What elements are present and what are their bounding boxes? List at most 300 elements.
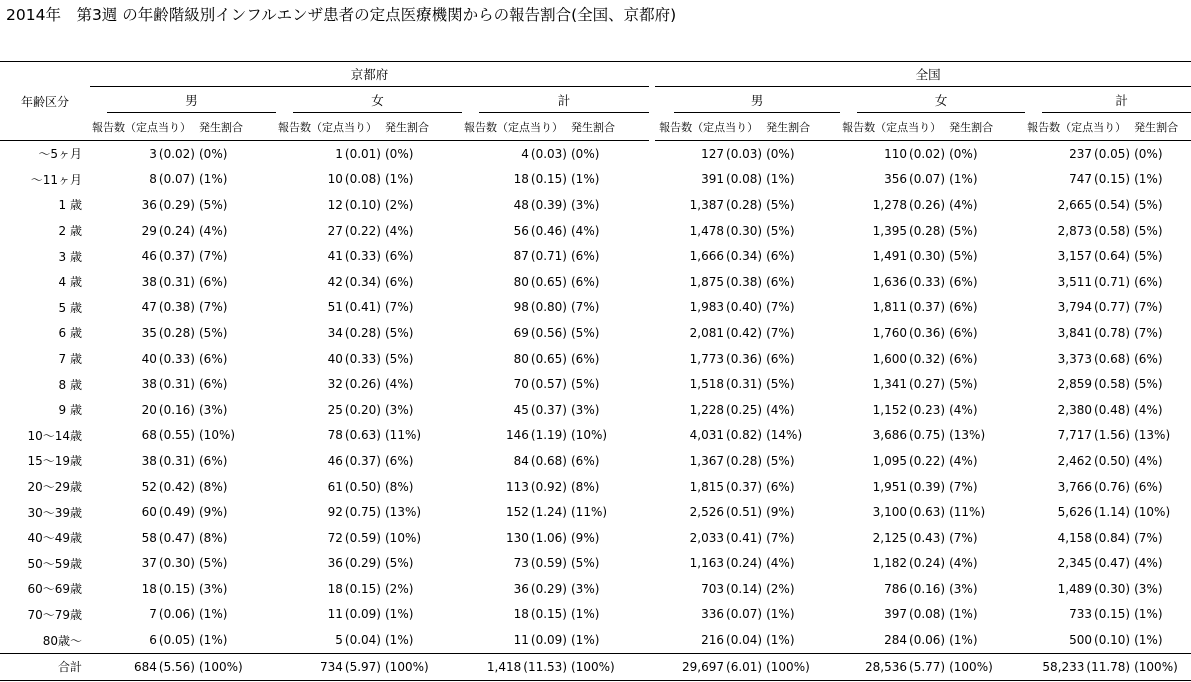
rate-cell: (5%) [949, 377, 978, 392]
per-site-value: (1.19) [530, 428, 567, 443]
count-cell: 69 (0.56) [513, 325, 567, 340]
count-cell: 46 (0.37) [141, 249, 195, 264]
per-site-value: (0.54) [1094, 197, 1131, 212]
count-header: 報告数（定点当り） [655, 113, 764, 141]
rate-cell: (4%) [199, 223, 228, 238]
rate-cell: (6%) [571, 351, 600, 366]
per-site-value: (11.53) [523, 659, 567, 674]
age-cell: 7 歳 [58, 352, 82, 367]
rate-cell: (4%) [1134, 402, 1163, 417]
count-cell: 45 (0.37) [513, 402, 567, 417]
rate-cell: (7%) [1134, 325, 1163, 340]
count-cell: 18 (0.15) [513, 172, 567, 187]
count-header: 報告数（定点当り） [840, 113, 947, 141]
per-site-value: (0.31) [158, 377, 195, 392]
age-cell: 50～59歳 [27, 556, 82, 571]
rate-cell: (1%) [199, 607, 228, 622]
per-site-value: (0.65) [530, 274, 567, 289]
rate-cell: (4%) [949, 453, 978, 468]
rate-cell: (4%) [949, 556, 978, 571]
rate-cell: (10%) [571, 428, 608, 443]
per-site-value: (0.09) [530, 633, 567, 648]
per-site-value: (0.34) [726, 249, 763, 264]
rate-header: 発生割合 [383, 113, 462, 141]
per-site-value: (0.08) [726, 172, 763, 187]
count-cell: 113 (0.92) [506, 479, 567, 494]
rate-cell: (2%) [766, 581, 795, 596]
per-site-value: (1.56) [1094, 428, 1131, 443]
count-cell: 3,766 (0.76) [1057, 479, 1131, 494]
per-site-value: (0.37) [726, 479, 763, 494]
rate-cell: (6%) [385, 274, 414, 289]
rate-cell: (11%) [385, 428, 422, 443]
rate-cell: (9%) [766, 505, 795, 520]
count-cell: 27 (0.22) [327, 223, 381, 238]
table-row [0, 397, 1191, 423]
per-site-value: (0.06) [158, 607, 195, 622]
per-site-value: (0.15) [1094, 607, 1131, 622]
per-site-value: (0.33) [909, 274, 946, 289]
count-cell: 47 (0.38) [141, 300, 195, 315]
age-header: 年齢区分 [0, 87, 90, 141]
age-cell: 20～29歳 [27, 480, 82, 495]
rate-cell: (5%) [766, 453, 795, 468]
per-site-value: (0.37) [344, 453, 381, 468]
per-site-value: (5.97) [344, 659, 381, 674]
per-site-value: (0.04) [726, 633, 763, 648]
per-site-value: (0.50) [344, 479, 381, 494]
rate-cell: (7%) [1134, 300, 1163, 315]
per-site-value: (0.92) [530, 479, 567, 494]
rate-cell: (6%) [766, 274, 795, 289]
per-site-value: (0.28) [909, 223, 946, 238]
age-cell: 30～39歳 [27, 505, 82, 520]
per-site-value: (0.41) [726, 530, 763, 545]
per-site-value: (0.24) [158, 223, 195, 238]
per-site-value: (0.15) [530, 172, 567, 187]
count-cell: 18 (0.15) [327, 581, 381, 596]
count-cell: 51 (0.41) [327, 300, 381, 315]
per-site-value: (0.78) [1094, 325, 1131, 340]
rate-cell: (13%) [1134, 428, 1171, 443]
count-cell: 40 (0.33) [327, 351, 381, 366]
rate-cell: (11%) [949, 505, 986, 520]
rate-cell: (4%) [1134, 453, 1163, 468]
count-cell: 1,489 (0.30) [1057, 581, 1131, 596]
rate-header: 発生割合 [764, 113, 840, 141]
rate-cell: (6%) [385, 249, 414, 264]
count-cell: 36 (0.29) [327, 556, 381, 571]
per-site-value: (0.01) [344, 146, 381, 161]
table-row [0, 295, 1191, 321]
count-cell: 1,278 (0.26) [872, 197, 946, 212]
total-row [0, 653, 1191, 680]
count-cell: 3,373 (0.68) [1057, 351, 1131, 366]
count-cell: 356 (0.07) [884, 172, 946, 187]
rate-cell: (3%) [571, 197, 600, 212]
per-site-value: (0.37) [530, 402, 567, 417]
count-cell: 1,182 (0.24) [872, 556, 946, 571]
report-table [0, 61, 1191, 681]
per-site-value: (0.10) [344, 197, 381, 212]
count-cell: 1,815 (0.37) [689, 479, 763, 494]
rate-cell: (5%) [385, 325, 414, 340]
rate-cell: (0%) [949, 146, 978, 161]
per-site-value: (0.37) [158, 249, 195, 264]
rate-cell: (1%) [1134, 633, 1163, 648]
count-cell: 42 (0.34) [327, 274, 381, 289]
age-header-top [0, 62, 90, 87]
rate-cell: (4%) [949, 402, 978, 417]
count-cell: 58 (0.47) [141, 530, 195, 545]
rate-header: 発生割合 [1132, 113, 1191, 141]
count-header: 報告数（定点当り） [1025, 113, 1132, 141]
count-cell: 48 (0.39) [513, 197, 567, 212]
count-cell: 3,686 (0.75) [872, 428, 946, 443]
age-cell: 合計 [0, 653, 90, 680]
rate-cell: (6%) [1134, 479, 1163, 494]
rate-cell: (6%) [1134, 274, 1163, 289]
age-cell: 8 歳 [58, 377, 82, 392]
rate-cell: (0%) [1134, 146, 1163, 161]
per-site-value: (0.28) [158, 325, 195, 340]
rate-cell: (1%) [1134, 172, 1163, 187]
count-cell: 72 (0.59) [327, 530, 381, 545]
count-cell: 1,636 (0.33) [872, 274, 946, 289]
rate-cell: (11%) [571, 505, 608, 520]
rate-cell: (3%) [571, 581, 600, 596]
rate-cell: (1%) [385, 633, 414, 648]
count-cell: 2,526 (0.51) [689, 505, 763, 520]
count-cell: 34 (0.28) [327, 325, 381, 340]
per-site-value: (0.55) [158, 428, 195, 443]
count-cell: 70 (0.57) [513, 377, 567, 392]
per-site-value: (0.07) [158, 172, 195, 187]
per-site-value: (0.02) [158, 146, 195, 161]
rate-cell: (2%) [385, 197, 414, 212]
rate-cell: (1%) [571, 172, 600, 187]
per-site-value: (0.26) [909, 197, 946, 212]
rate-cell: (7%) [199, 249, 228, 264]
count-cell: 29,697 (6.01) [655, 653, 764, 680]
count-cell: 18 (0.15) [141, 581, 195, 596]
count-cell: 92 (0.75) [327, 505, 381, 520]
table-row [0, 423, 1191, 449]
per-site-value: (0.51) [726, 505, 763, 520]
count-cell: 5,626 (1.14) [1057, 505, 1131, 520]
table-row [0, 499, 1191, 525]
rate-cell: (7%) [766, 530, 795, 545]
count-cell: 733 (0.15) [1069, 607, 1131, 622]
age-cell: 40～49歳 [27, 531, 82, 546]
rate-cell: (6%) [199, 274, 228, 289]
count-cell: 1,387 (0.28) [689, 197, 763, 212]
per-site-value: (0.27) [909, 377, 946, 392]
table-row [0, 346, 1191, 372]
per-site-value: (11.78) [1086, 659, 1131, 674]
rate-cell: (1%) [766, 607, 795, 622]
age-cell: 1 歳 [58, 198, 82, 213]
rate-cell: (1%) [766, 633, 795, 648]
per-site-value: (0.77) [1094, 300, 1131, 315]
rate-cell: (3%) [1134, 581, 1163, 596]
count-cell: 3,157 (0.64) [1057, 249, 1131, 264]
rate-cell: (3%) [385, 402, 414, 417]
age-cell: 15～19歳 [27, 454, 82, 469]
rate-cell: (7%) [949, 479, 978, 494]
per-site-value: (0.15) [344, 581, 381, 596]
per-site-value: (0.75) [909, 428, 946, 443]
rate-cell: (7%) [949, 530, 978, 545]
count-cell: 98 (0.80) [513, 300, 567, 315]
count-cell: 127 (0.03) [701, 146, 763, 161]
rate-cell: (0%) [571, 146, 600, 161]
count-cell: 2,125 (0.43) [872, 530, 946, 545]
per-site-value: (0.06) [909, 633, 946, 648]
count-cell: 36 (0.29) [141, 197, 195, 212]
per-site-value: (0.42) [726, 325, 763, 340]
table-row [0, 576, 1191, 602]
per-site-value: (0.10) [1094, 633, 1131, 648]
per-site-value: (0.84) [1094, 530, 1131, 545]
table-row [0, 243, 1191, 269]
count-cell: 56 (0.46) [513, 223, 567, 238]
rate-cell: (1%) [949, 633, 978, 648]
rate-cell: (8%) [199, 530, 228, 545]
per-site-value: (0.28) [726, 197, 763, 212]
per-site-value: (0.68) [1094, 351, 1131, 366]
rate-cell: (1%) [766, 172, 795, 187]
count-cell: 1,367 (0.28) [689, 453, 763, 468]
per-site-value: (0.31) [158, 453, 195, 468]
count-cell: 36 (0.29) [513, 581, 567, 596]
rate-cell: (100%) [764, 653, 840, 680]
per-site-value: (0.41) [344, 300, 381, 315]
rate-cell: (6%) [571, 249, 600, 264]
count-cell: 747 (0.15) [1069, 172, 1131, 187]
rate-cell: (1%) [385, 172, 414, 187]
rate-cell: (14%) [766, 428, 803, 443]
count-cell: 703 (0.14) [701, 581, 763, 596]
rate-cell: (4%) [385, 223, 414, 238]
per-site-value: (0.32) [909, 351, 946, 366]
count-cell: 41 (0.33) [327, 249, 381, 264]
count-cell: 6 (0.05) [149, 633, 195, 648]
rate-cell: (10%) [199, 428, 236, 443]
table-row [0, 525, 1191, 551]
per-site-value: (0.65) [530, 351, 567, 366]
per-site-value: (0.59) [344, 530, 381, 545]
per-site-value: (0.58) [1094, 223, 1131, 238]
age-cell: 3 歳 [58, 249, 82, 264]
per-site-value: (0.33) [344, 351, 381, 366]
count-cell: 216 (0.04) [701, 633, 763, 648]
per-site-value: (0.50) [1094, 453, 1131, 468]
table-row [0, 167, 1191, 193]
rate-cell: (100%) [569, 653, 649, 680]
per-site-value: (0.15) [158, 581, 195, 596]
per-site-value: (0.14) [726, 581, 763, 596]
count-cell: 80 (0.65) [513, 274, 567, 289]
per-site-value: (0.47) [1094, 556, 1131, 571]
per-site-value: (1.14) [1094, 505, 1131, 520]
per-site-value: (0.15) [530, 607, 567, 622]
per-site-value: (0.71) [1094, 274, 1131, 289]
count-cell: 11 (0.09) [513, 633, 567, 648]
count-cell: 734 (5.97) [276, 653, 383, 680]
rate-cell: (5%) [1134, 197, 1163, 212]
per-site-value: (0.34) [344, 274, 381, 289]
count-cell: 130 (1.06) [506, 530, 567, 545]
count-cell: 284 (0.06) [884, 633, 946, 648]
count-cell: 3,794 (0.77) [1057, 300, 1131, 315]
age-cell: 80歳～ [42, 633, 82, 648]
rate-cell: (100%) [947, 653, 1025, 680]
rate-cell: (5%) [199, 325, 228, 340]
per-site-value: (0.22) [344, 223, 381, 238]
rate-cell: (3%) [571, 402, 600, 417]
count-cell: 1 (0.01) [335, 146, 381, 161]
table-row [0, 320, 1191, 346]
count-cell: 25 (0.20) [327, 402, 381, 417]
rate-cell: (100%) [383, 653, 462, 680]
sex-header-total: 計 [479, 87, 649, 113]
count-cell: 1,228 (0.25) [689, 402, 763, 417]
rate-cell: (7%) [385, 300, 414, 315]
per-site-value: (0.05) [1094, 146, 1131, 161]
per-site-value: (0.64) [1094, 249, 1131, 264]
count-cell: 2,081 (0.42) [689, 325, 763, 340]
rate-cell: (6%) [199, 377, 228, 392]
per-site-value: (0.03) [530, 146, 567, 161]
age-cell: 5 歳 [58, 300, 82, 315]
per-site-value: (0.16) [909, 581, 946, 596]
sex-header-female: 女 [293, 87, 462, 113]
rate-cell: (6%) [949, 351, 978, 366]
rate-cell: (6%) [571, 274, 600, 289]
count-cell: 73 (0.59) [513, 556, 567, 571]
count-cell: 4,031 (0.82) [689, 428, 763, 443]
count-cell: 1,163 (0.24) [689, 556, 763, 571]
count-cell: 1,983 (0.40) [689, 300, 763, 315]
per-site-value: (0.29) [158, 197, 195, 212]
count-cell: 20 (0.16) [141, 402, 195, 417]
count-cell: 684 (5.56) [90, 653, 197, 680]
count-cell: 60 (0.49) [141, 505, 195, 520]
page-title: 2014年 第3週 の年齢階級別インフルエンザ患者の定点医療機関からの報告割合(全国、京都府) [6, 6, 677, 24]
rate-cell: (6%) [766, 479, 795, 494]
count-cell: 87 (0.71) [513, 249, 567, 264]
rate-cell: (4%) [766, 402, 795, 417]
rate-cell: (7%) [766, 300, 795, 315]
per-site-value: (0.63) [909, 505, 946, 520]
per-site-value: (0.38) [158, 300, 195, 315]
table-row [0, 371, 1191, 397]
per-site-value: (1.06) [530, 530, 567, 545]
per-site-value: (0.56) [530, 325, 567, 340]
rate-cell: (1%) [1134, 607, 1163, 622]
count-cell: 28,536 (5.77) [840, 653, 947, 680]
table-row [0, 627, 1191, 653]
rate-cell: (3%) [949, 581, 978, 596]
count-cell: 37 (0.30) [141, 556, 195, 571]
sex-header-total: 計 [1042, 87, 1191, 113]
per-site-value: (0.08) [909, 607, 946, 622]
per-site-value: (0.23) [909, 402, 946, 417]
rate-cell: (100%) [1132, 653, 1191, 680]
per-site-value: (0.82) [726, 428, 763, 443]
per-site-value: (0.33) [158, 351, 195, 366]
count-cell: 10 (0.08) [327, 172, 381, 187]
per-site-value: (6.01) [726, 659, 763, 674]
sex-header-female: 女 [857, 87, 1025, 113]
per-site-value: (0.30) [1094, 581, 1131, 596]
count-cell: 1,760 (0.36) [872, 325, 946, 340]
count-cell: 3,511 (0.71) [1057, 274, 1131, 289]
count-cell: 1,491 (0.30) [872, 249, 946, 264]
rate-cell: (5%) [1134, 249, 1163, 264]
rate-cell: (4%) [766, 556, 795, 571]
per-site-value: (0.59) [530, 556, 567, 571]
rate-cell: (4%) [1134, 556, 1163, 571]
count-cell: 18 (0.15) [513, 607, 567, 622]
count-cell: 110 (0.02) [884, 146, 946, 161]
rate-cell: (8%) [385, 479, 414, 494]
rate-cell: (5%) [199, 197, 228, 212]
rate-cell: (6%) [949, 325, 978, 340]
count-cell: 1,341 (0.27) [872, 377, 946, 392]
per-site-value: (5.56) [158, 659, 195, 674]
age-cell: 4 歳 [58, 275, 82, 290]
age-cell: ～5ヶ月 [38, 147, 82, 162]
per-site-value: (0.58) [1094, 377, 1131, 392]
rate-cell: (1%) [571, 633, 600, 648]
rate-cell: (6%) [1134, 351, 1163, 366]
rate-cell: (5%) [385, 556, 414, 571]
per-site-value: (0.07) [909, 172, 946, 187]
age-cell: 6 歳 [58, 326, 82, 341]
rate-cell: (7%) [571, 300, 600, 315]
per-site-value: (0.28) [344, 325, 381, 340]
rate-cell: (0%) [199, 146, 228, 161]
per-site-value: (0.31) [726, 377, 763, 392]
count-cell: 80 (0.65) [513, 351, 567, 366]
rate-cell: (2%) [385, 581, 414, 596]
rate-cell: (9%) [571, 530, 600, 545]
rate-cell: (4%) [949, 197, 978, 212]
per-site-value: (0.43) [909, 530, 946, 545]
rate-cell: (6%) [949, 300, 978, 315]
rate-cell: (5%) [1134, 223, 1163, 238]
per-site-value: (0.40) [726, 300, 763, 315]
table-row [0, 192, 1191, 218]
rate-cell: (5%) [1134, 377, 1163, 392]
count-cell: 11 (0.09) [327, 607, 381, 622]
per-site-value: (5.77) [909, 659, 946, 674]
count-cell: 1,152 (0.23) [872, 402, 946, 417]
table-row [0, 269, 1191, 295]
count-cell: 146 (1.19) [506, 428, 567, 443]
per-site-value: (0.37) [909, 300, 946, 315]
count-cell: 2,665 (0.54) [1057, 197, 1131, 212]
count-cell: 391 (0.08) [701, 172, 763, 187]
count-cell: 1,518 (0.31) [689, 377, 763, 392]
per-site-value: (0.08) [344, 172, 381, 187]
count-cell: 2,380 (0.48) [1057, 402, 1131, 417]
count-header: 報告数（定点当り） [276, 113, 383, 141]
per-site-value: (0.48) [1094, 402, 1131, 417]
per-site-value: (0.39) [909, 479, 946, 494]
